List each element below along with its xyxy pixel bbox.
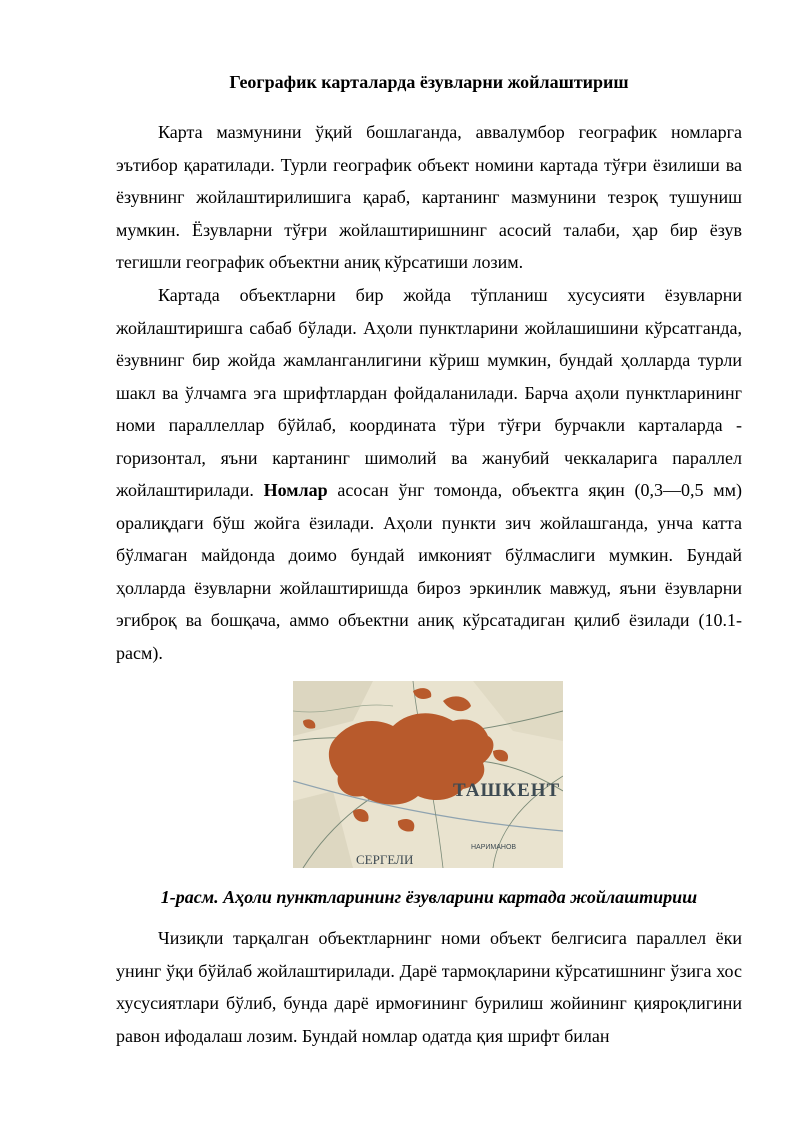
paragraph-4: Чизиқли тарқалган объектларнинг номи объект белгисига параллел ёки унинг ўқи бўйлаб жойлаштирилади. Дарё тармоқларини кўрсатишнинг ўзига хос хусусиятлари бўлиб, бунда дарё ирмоғининг бурилиш жойининг қияроқлигини равон ифодалаш лозим. Бундай номлар одатда қия шрифт билан xyxy=(116,928,742,1046)
map-label-district: СЕРГЕЛИ xyxy=(356,852,414,867)
paragraph-2-bold-term: Номлар xyxy=(263,480,328,500)
map-image xyxy=(293,681,563,868)
paragraph-2-text-after: асосан ўнг томонда, объектга яқин (0,3—0,5 мм) оралиқдаги бўш жойга ёзилади. Аҳоли пункти зич жойлашганда, унча катта бўлмаган майдонда доимо бундай имконият бўлмаслиги мумкин. Бундай ҳолларда ёзувларни жойлаштиришда бироз эркинлик мавжуд, яъни ёзувларни эгиброқ ва бошқача, аммо объектни аниқ кўрсатадиган қилиб ёзилади (10.1-расм). xyxy=(116,480,743,663)
map-label-city: ТАШКЕНТ xyxy=(453,780,561,801)
document-title: Географик карталарда ёзувларни жойлаштириш xyxy=(229,72,629,92)
paragraph-2-text-before: Картада объектларни бир жойда тўпланиш хусусияти ёзувларни жойлаштиришга сабаб бўлади. Аҳоли пунктларини жойлашишини кўрсатганда, ёзувнинг бир жойда жамланганлигини кўриш мумкин, бундай ҳолларда турли шакл ва ўлчамга эга шрифтлардан фойдаланилади. Барча аҳоли пунктларининг номи параллеллар бўйлаб, координата тўри тўғри бурчакли карталарда - горизонтал, яъни картанинг шимолий ва жанубий чеккаларига параллел жойлаштирилади. xyxy=(116,285,742,500)
figure-caption: 1-расм. Аҳоли пунктларининг ёзувларини картада жойлаштириш xyxy=(160,887,698,907)
map-figure xyxy=(293,681,563,868)
paragraph-2 xyxy=(116,279,742,669)
paragraph-1: Карта мазмунини ўқий бошлаганда, аввалумбор географик номларга эътибор қаратилади. Турли географик объект номини картада тўғри ёзилиши ва ёзувнинг жойлаштирилишига қараб, картанинг мазмунини тезроқ тушуниш мумкин. Ёзувларни тўғри жойлаштиришнинг асосий талаби, ҳар бир ёзув тегишли географик объектни аниқ кўрсатиши лозим. xyxy=(116,122,742,272)
map-label-small: НАРИМАНОВ xyxy=(471,844,517,851)
